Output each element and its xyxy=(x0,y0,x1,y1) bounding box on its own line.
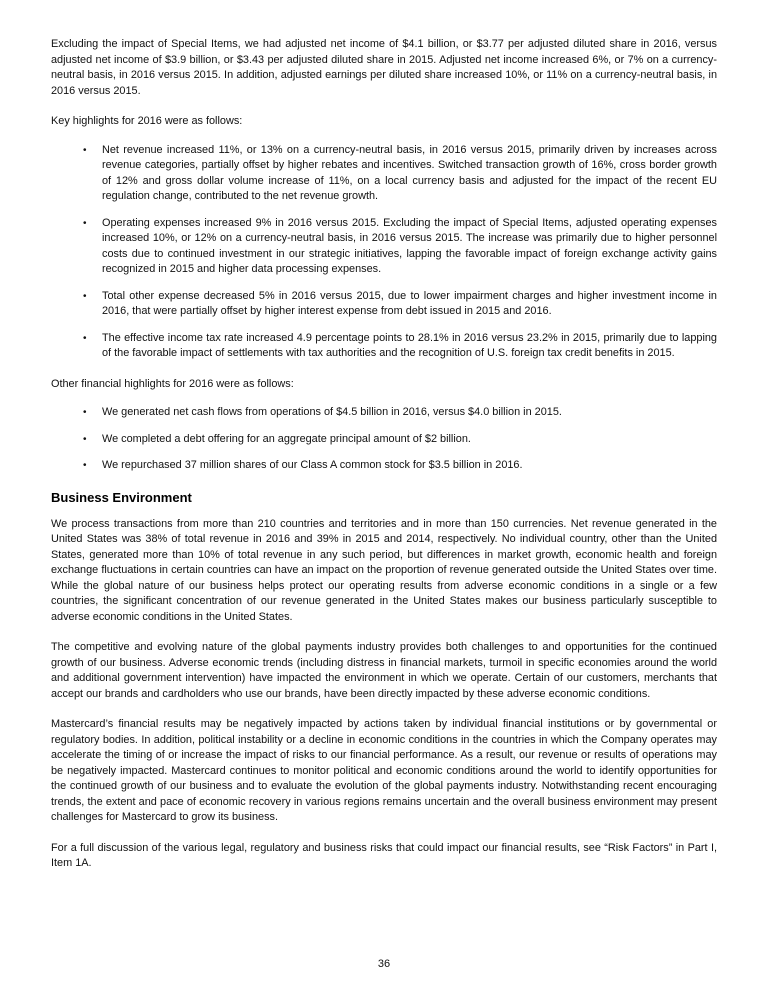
list-item-effective-tax-rate: • The effective income tax rate increased 4.9 percentage points to 28.1% in 2016 versus 23.2% in 2015, primarily due to lapping of the favorable impact of settlements with tax authorities and the recognition of U.S. foreign tax credit benefits in 2015. xyxy=(102,331,717,362)
list-item-total-other-expense: • Total other expense decreased 5% in 2016 versus 2015, due to lower impairment charges and higher investment income in 2016, that were partially offset by higher interest expense from debt issued in 2015 and 2016. xyxy=(102,289,717,320)
section-heading-business-environment: Business Environment xyxy=(51,489,192,505)
list-item-cash-flows: • We generated net cash flows from operations of $4.5 billion in 2016, versus $4.0 billion in 2015. xyxy=(102,405,717,421)
list-item-share-repurchase: • We repurchased 37 million shares of our Class A common stock for $3.5 billion in 2016. xyxy=(102,458,717,474)
list-item-debt-offering: • We completed a debt offering for an aggregate principal amount of $2 billion. xyxy=(102,432,717,448)
list-item-net-revenue: • Net revenue increased 11%, or 13% on a currency-neutral basis, in 2016 versus 2015, primarily driven by increases across revenue categories, partially offset by higher rebates and incentives. Switched transaction growth of 16%, cross border growth of 12% and gross dollar volume increase of 11%, on a local currency basis and adjusted for the impact of the recent EU regulation change, contributed to the net revenue growth. xyxy=(102,143,717,205)
key-highlights-list xyxy=(51,143,717,362)
other-highlights-lead-in: Other financial highlights for 2016 were as follows: xyxy=(51,377,294,390)
other-highlights-list xyxy=(51,405,717,474)
list-item-operating-expenses: • Operating expenses increased 9% in 2016 versus 2015. Excluding the impact of Special Items, adjusted operating expenses increased 10%, or 12% on a currency-neutral basis, in 2016 versus 2015. The increase was primarily due to higher personnel costs due to continued investment in our strategic initiatives, lapping the favorable impact of foreign exchange activity gains recognized in 2015 and higher data processing expenses. xyxy=(102,216,717,278)
page-number: 36 xyxy=(377,957,391,970)
key-highlights-lead-in: Key highlights for 2016 were as follows: xyxy=(51,115,243,127)
paragraph-adjusted-net-income: Excluding the impact of Special Items, we had adjusted net income of $4.1 billion, or $3.77 per adjusted diluted share in 2016, versus adjusted net income of $3.9 billion, or $3.43 per adjusted diluted share in 2015. Adjusted net income increased 6%, or 7% on a currency-neutral basis, in 2016 versus 2015. In addition, adjusted earnings per diluted share increased 10%, or 11% on a currency-neutral basis, in 2016 versus 2015. xyxy=(51,38,717,97)
paragraph-financial-results-impact: Mastercard’s financial results may be negatively impacted by actions taken by individual financial institutions or by governmental or regulatory bodies. In addition, political instability or a decline in economic conditions in the countries in which the Company operates may accelerate the timing of or increase the impact of risks to our financial performance. As a result, our revenue or results of operations may be negatively impacted. Mastercard continues to monitor political and economic conditions around the world to identify opportunities for the continued growth of our business and to evaluate the evolution of the global payments industry. Notwithstanding recent encouraging trends, the extent and pace of economic recovery in various regions remains uncertain and the overall business environment may present challenges for Mastercard to grow its business. xyxy=(51,718,717,823)
paragraph-competitive-nature: The competitive and evolving nature of the global payments industry provides both challenges to and opportunities for the continued growth of our business. Adverse economic trends (including distress in financial markets, turmoil in specific economies around the world and additional government intervention) have impacted the environment in which we operate. Certain of our customers, merchants that accept our brands and cardholders who use our brands, have been directly impacted by these adverse economic conditions. xyxy=(51,641,717,700)
paragraph-risk-factors-reference: For a full discussion of the various legal, regulatory and business risks that could impact our financial results, see “Risk Factors” in Part I, Item 1A. xyxy=(51,841,717,869)
paragraph-transactions-countries: We process transactions from more than 210 countries and territories and in more than 150 currencies. Net revenue generated in the United States was 38% of total revenue in 2016 and 39% in 2015 and 2014, respectively. No individual country, other than the United States, generated more than 10% of total revenue in any such period, but differences in market growth, economic health and foreign exchange fluctuations in certain countries can have an impact on the proportion of revenue generated outside the United States over time. While the global nature of our business helps protect our operating results from adverse economic conditions in a single or a few countries, the significant concentration of our revenue generated in the United States makes our business particularly susceptible to adverse economic conditions in the United States. xyxy=(51,517,717,623)
